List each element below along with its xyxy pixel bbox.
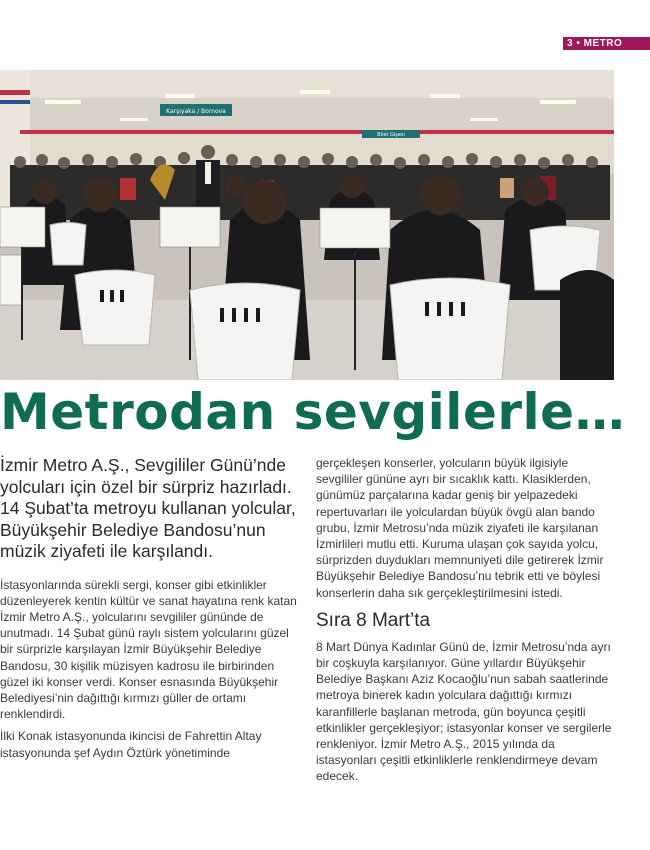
right-column (316, 455, 616, 791)
direction-sign-right: Bilet Gişesi (377, 132, 405, 138)
article-title: Metrodan sevgilerle… (0, 383, 626, 441)
article-lead: İzmir Metro A.Ş., Sevgililer Günü’nde yolcuları için özel bir sürpriz hazırladı. 14 Şubat’ta metroyu kullanan yolcular, Büyükşehir Belediye Bandosu’nun müzik ziyafeti ile karşılandı. (0, 455, 296, 561)
metro-band-concert-illustration (0, 70, 614, 380)
article-paragraph-1: İstasyonlarında sürekli sergi, konser gibi etkinlikler düzenleyerek kentin kültür ve sanat hayatına renk katan İzmir Metro A.Ş., yolcularını sevgililer gününde de unutmadı. 14 Şubat günü raylı sistem yolcularını güzel bir sürprizle karşılayan İzmir Büyükşehir Belediye Bandosu, 30 kişilik müzisyen kadrosu ile birbirinden güzel iki konser verdi. Konser esnasında Büyükşehir Belediyesi’nin dağıttığı kırmızı güller de ortamı renklendirdi. (0, 577, 297, 722)
article-paragraph-2: İlki Konak istasyonunda ikincisi de Fahrettin Altay istasyonunda şef Aydın Öztürk yönetiminde (0, 729, 262, 760)
left-column (0, 455, 300, 767)
concert-photo (0, 70, 614, 380)
direction-sign-left: Karşıyaka / Bornova (166, 108, 226, 115)
page-section-tag: 3 • METRO (563, 37, 650, 50)
article-paragraph-4: 8 Mart Dünya Kadınlar Günü de, İzmir Metrosu’nda ayrı bir coşkuyla karşılanıyor. Güne yıllardır Büyükşehir Belediye Başkanı Aziz Kocaoğlu’nun sabah saatlerinde metroya binerek kadın yolculara dağıttığı kırmızı karanfillerle başlanan metroda, gün boyunca çeşitli etkinlikler gerçekleşiyor; istasyonlar konser ve sergilerle renkleniyor. İzmir Metro A.Ş., 2015 yılında da istasyonları çeşitli etkinliklerle renklendirmeye devam edecek. (316, 639, 612, 784)
article-paragraph-3: gerçekleşen konserler, yolcuların büyük ilgisiyle sevgililer gününe ayrı bir sıcaklık kattı. Klasiklerden, günümüz parçalarına kadar geniş bir yelpazedeki repertuvarları ile yolculardan büyük övgü alan bando grubu, İzmir Metrosu’nda müzik ziyafeti ile karşılanan İzmirlileri mutlu etti. Kuruma ulaşan çok sayıda yolcu, sürprizden duydukları memnuniyeti dile getirerek İzmir Büyükşehir Belediye Bandosu’nu tebrik etti ve böylesi konserlerin daha sık gerçekleştirilmesini istedi. (316, 456, 604, 600)
article-subheading: Sıra 8 Mart’ta (316, 609, 431, 631)
